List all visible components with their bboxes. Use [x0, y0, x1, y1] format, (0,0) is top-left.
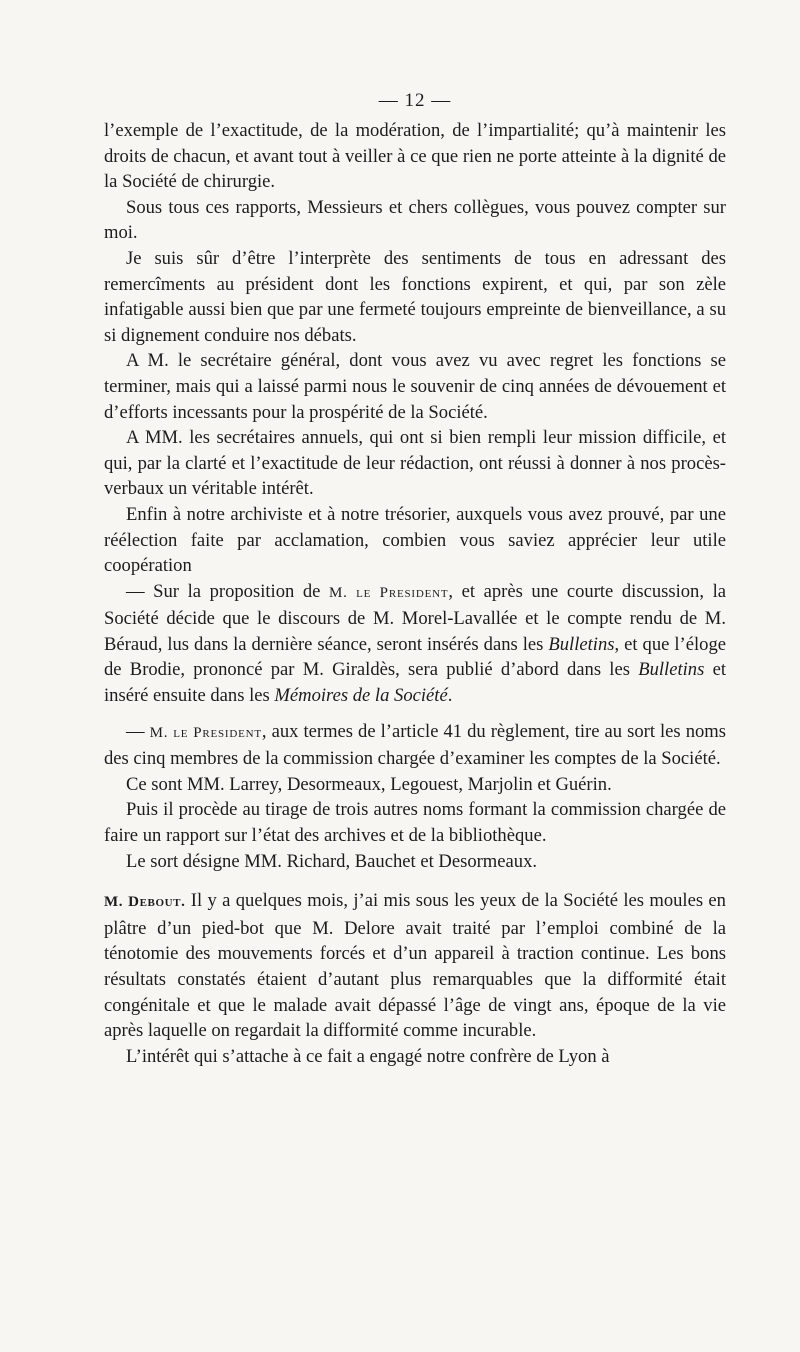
paragraph-8 — [104, 719, 726, 772]
paragraph-9: Ce sont MM. Larrey, Desormeaux, Legouest, Marjolin et Guérin. — [126, 773, 612, 795]
paragraph-8-text: , aux termes de l’article 41 du règlement, tire au sort les noms des cinq membres de la commission chargée d’examiner les comptes de la Société. — [104, 720, 726, 770]
paragraph-7-text-3: et inséré ensuite dans les — [104, 659, 726, 707]
paragraph-10: Puis il procède au tirage de trois autres noms formant la commission chargée de faire un rapport sur l’état des archives et de la bibliothèque. — [104, 799, 726, 847]
paragraph-7-text-4: . — [447, 685, 453, 707]
paragraph-1: l’exemple de l’exactitude, de la modération, de l’impartialité; qu’à maintenir les droits de chacun, et avant tout à veiller à ce que rien ne porte atteinte à la dignité de la Société de chirurgie. — [104, 120, 726, 193]
paragraph-7-text-2: , et que l’éloge de Brodie, prononcé par M. Giraldès, sera publié d’abord dans les — [104, 633, 726, 681]
paragraph-4: A M. le secrétaire général, dont vous avez vu avec regret les fonctions se terminer, mais qui a laissé parmi nous le souvenir de cinq années de dévouement et d’efforts incessants pour la prospérité de la Société. — [104, 350, 726, 423]
paragraph-5: A MM. les secrétaires annuels, qui ont si bien rempli leur mission difficile, et qui, par la clarté et l’exactitude de leur rédaction, ont réussi à donner à nos procès-verbaux un véritable intérêt. — [104, 427, 726, 500]
document-page — [104, 88, 726, 1069]
paragraph-11: Le sort désigne MM. Richard, Bauchet et Desormeaux. — [126, 850, 538, 872]
page-number: — 12 — — [378, 90, 452, 111]
memoires-title: Mémoires de la Société — [274, 685, 448, 707]
speaker-president-2: M. le President — [149, 724, 262, 741]
paragraph-12 — [104, 888, 726, 1044]
paragraph-2: Sous tous ces rapports, Messieurs et chers collègues, vous pouvez compter sur moi. — [104, 196, 726, 244]
paragraph-3: Je suis sûr d’être l’interprète des sentiments de tous en adressant des remercîments au président dont les fonctions expirent, et qui, par son zèle infatigable aussi bien que par une fermeté toujours empreinte de bienveillance, a su si dignement conduire nos débats. — [104, 247, 726, 346]
bulletins-title-2: Bulletins — [638, 659, 705, 681]
paragraph-7-lead: — Sur la proposition de — [126, 580, 329, 602]
bulletins-title-1: Bulletins — [548, 633, 615, 655]
paragraph-7 — [104, 579, 726, 709]
paragraph-13: L’intérêt qui s’attache à ce fait a engagé notre confrère de Lyon à — [126, 1045, 610, 1067]
paragraph-6: Enfin à notre archiviste et à notre trésorier, auxquels vous avez prouvé, par une réélection faite par acclamation, combien vous saviez apprécier leur utile coopération — [104, 503, 726, 577]
speaker-debout: M. Debout. — [104, 894, 186, 911]
paragraph-7-text-1: , et après une courte discussion, la Société décide que le discours de M. Morel-Lavallée et le compte rendu de M. Béraud, lus dans la dernière séance, seront insérés dans les — [104, 580, 727, 655]
paragraph-8-lead: — — [126, 720, 150, 742]
paragraph-12-text: Il y a quelques mois, j’ai mis sous les yeux de la Société les moules en plâtre d’un pied-bot que M. Delore avait traité par l’emploi combiné de la ténotomie des mouvements forcés et d’un appareil à traction continue. Les bons résultats constatés étaient d’autant plus remarquables que la difformité était congénitale et que le malade avait dépassé l’âge de vingt ans, époque de la vie après laquelle on regardait la difformité comme incurable. — [104, 890, 726, 1042]
speaker-president: M. le President — [329, 584, 449, 601]
